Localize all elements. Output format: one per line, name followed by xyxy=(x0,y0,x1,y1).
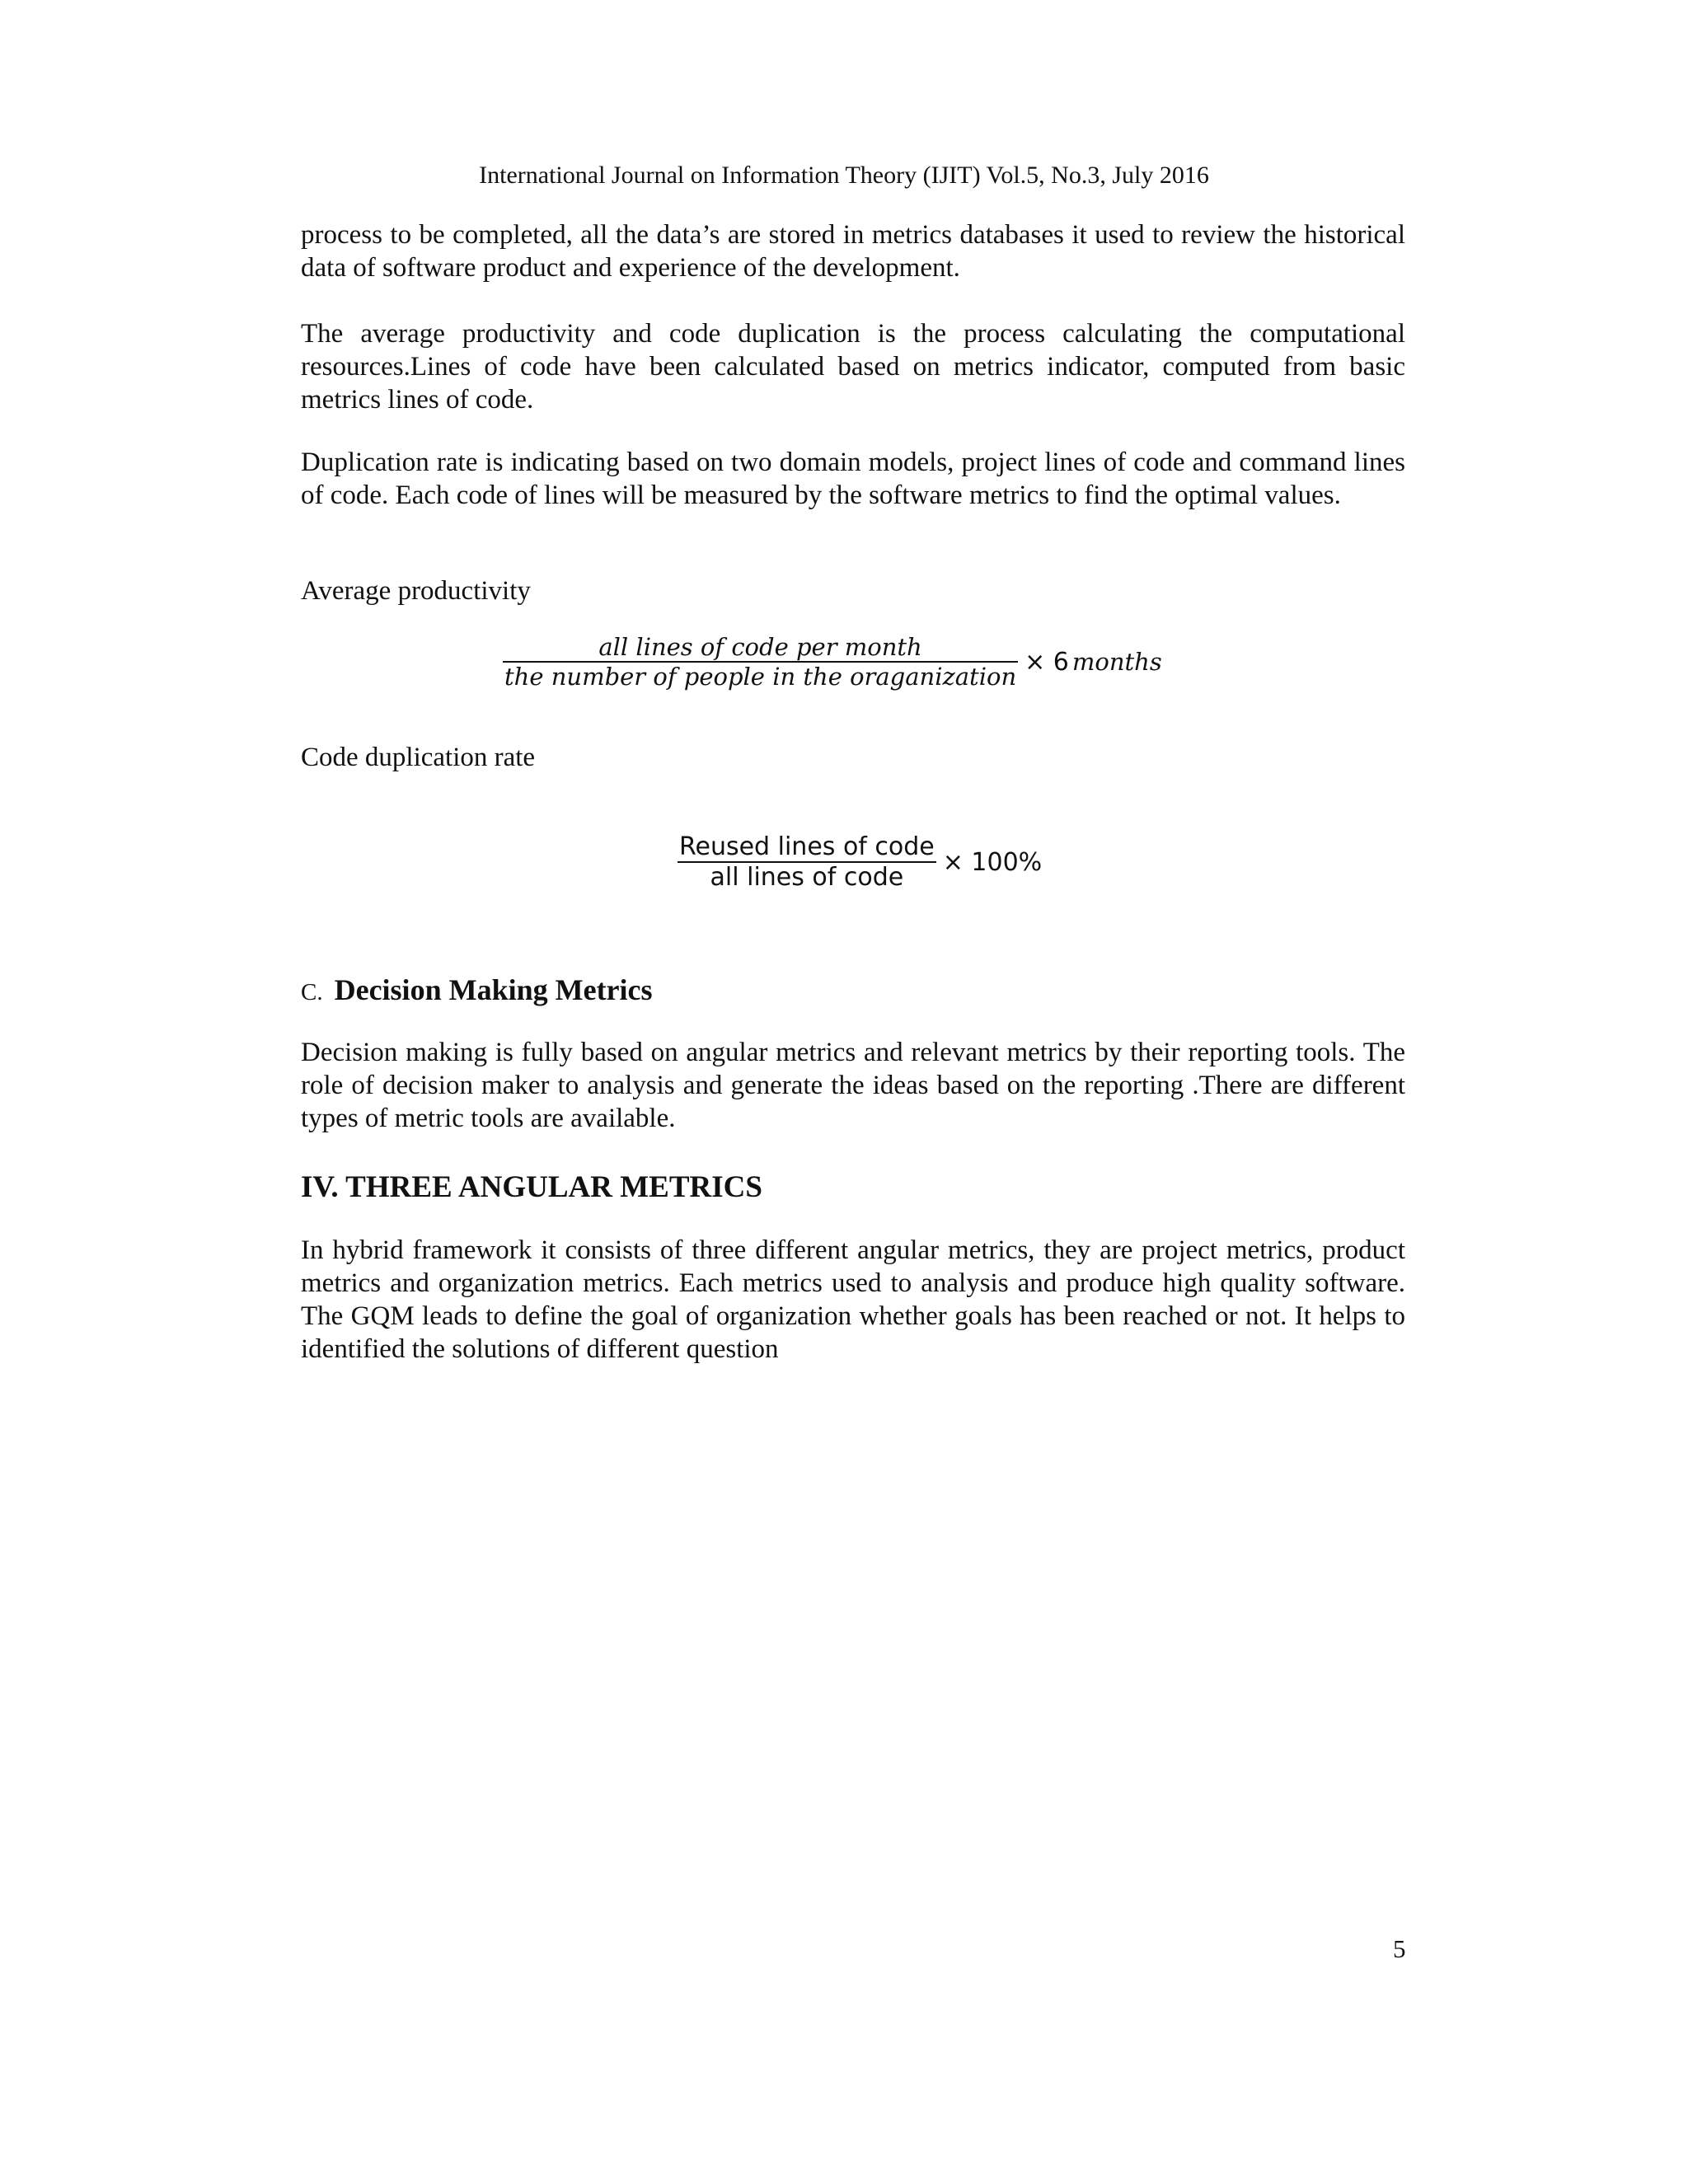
paragraph-decision-making: Decision making is fully based on angular metrics and relevant metrics by their reporting tools. The role of decision maker to analysis and generate the ideas based on the reporting .There are different types of metric tools are available. xyxy=(301,1038,1405,1133)
times-six: × 6 xyxy=(1025,647,1069,677)
avg-productivity-formula xyxy=(503,633,1162,691)
page-number: 5 xyxy=(1393,1934,1406,1963)
code-duplication-fraction xyxy=(678,832,936,892)
avg-productivity-label: Average productivity xyxy=(301,576,531,606)
code-duplication-denominator: all lines of code xyxy=(710,863,904,892)
code-duplication-label: Code duplication rate xyxy=(301,743,536,772)
section-c-title: Decision Making Metrics xyxy=(334,973,653,1006)
code-duplication-numerator: Reused lines of code xyxy=(679,832,935,861)
section-iv-heading: IV. THREE ANGULAR METRICS xyxy=(301,1170,762,1204)
avg-productivity-multiplier xyxy=(1025,648,1162,677)
avg-productivity-numerator: all lines of code per month xyxy=(598,633,922,661)
section-c-heading xyxy=(301,971,653,1011)
section-c-letter: C. xyxy=(301,979,323,1005)
paragraph-duplication-rate: Duplication rate is indicating based on two domain models, project lines of code and command lines of code. Each code of lines will be measured by the software metrics to find the optimal values. xyxy=(301,448,1405,510)
paragraph-intro: process to be completed, all the data’s are stored in metrics databases it used to review the historical data of software product and experience of the development. xyxy=(301,220,1405,283)
paragraph-average-productivity: The average productivity and code duplication is the process calculating the computational resources.Lines of code have been calculated based on metrics indicator, computed from basic metrics lines of code. xyxy=(301,319,1405,415)
code-duplication-multiplier: × 100% xyxy=(942,847,1043,877)
paragraph-three-angular-metrics: In hybrid framework it consists of three different angular metrics, they are project metrics, product metrics and organization metrics. Each metrics used to analysis and produce high quality software. The GQM leads to define the goal of organization whether goals has been reached or not. It helps to identified the solutions of different question xyxy=(301,1235,1405,1364)
code-duplication-formula xyxy=(678,832,1042,892)
running-header: International Journal on Information Theory (IJIT) Vol.5, No.3, July 2016 xyxy=(479,162,1209,189)
avg-productivity-denominator: the number of people in the oraganization xyxy=(504,663,1017,691)
months-unit: months xyxy=(1071,647,1162,676)
avg-productivity-fraction xyxy=(503,633,1018,691)
